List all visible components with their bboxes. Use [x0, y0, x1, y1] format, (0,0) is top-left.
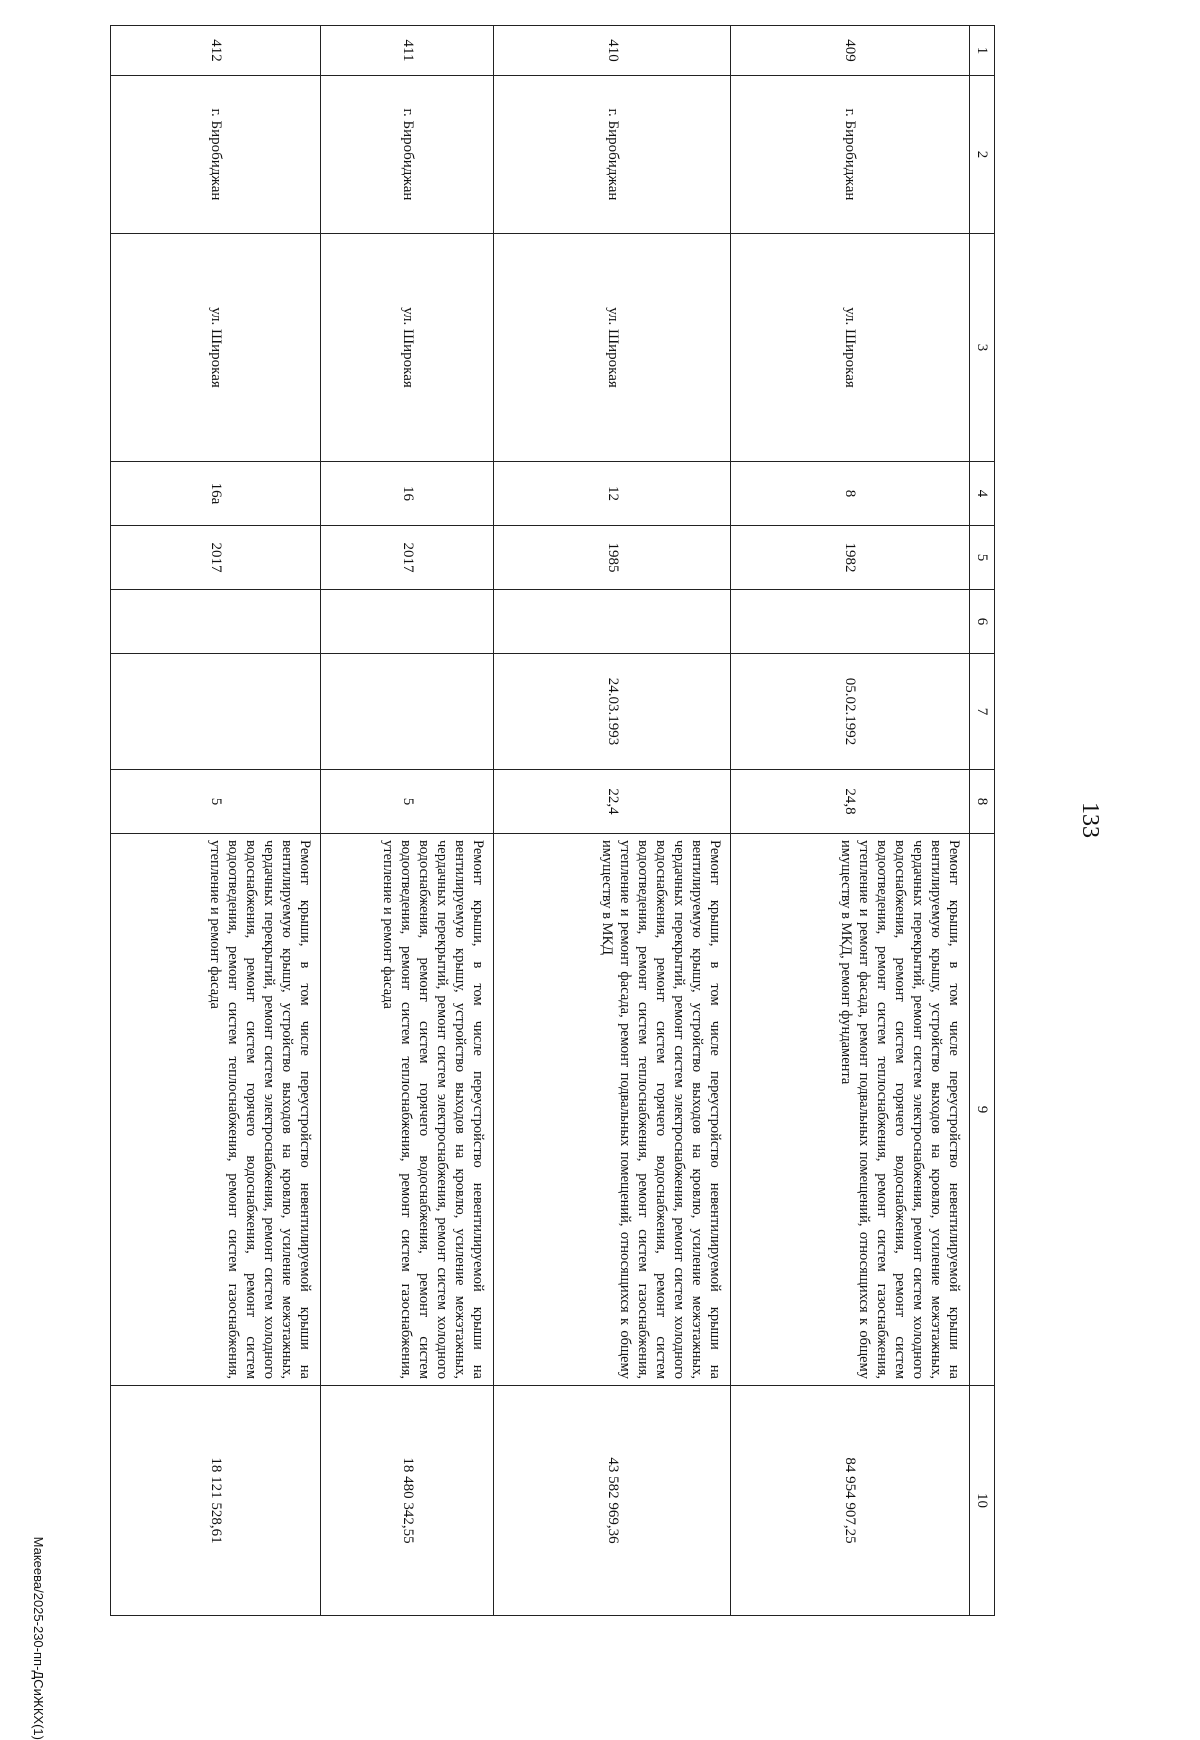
document-sheet: [110, 25, 995, 1615]
house-cell: 16: [320, 462, 494, 526]
column-header: 4: [969, 462, 994, 526]
city-cell: г. Биробиджан: [730, 76, 969, 234]
col6-cell: [494, 590, 730, 654]
cost-cell: 18 480 342,55: [320, 1386, 494, 1616]
column-header: 9: [969, 834, 994, 1386]
column-number-row: [969, 26, 994, 1616]
column-header: 5: [969, 526, 994, 590]
page-number: 133: [1077, 802, 1103, 838]
col6-cell: [320, 590, 494, 654]
street-cell: ул. Широкая: [320, 234, 494, 462]
column-header: 6: [969, 590, 994, 654]
cost-cell: 84 954 907,25: [730, 1386, 969, 1616]
column-header: 7: [969, 654, 994, 770]
col8-cell: 24,8: [730, 770, 969, 834]
house-cell: 12: [494, 462, 730, 526]
table-row: [494, 26, 730, 1616]
column-header: 10: [969, 1386, 994, 1616]
row-number: 412: [111, 26, 321, 76]
date-cell: 24.03.1993: [494, 654, 730, 770]
date-cell: [320, 654, 494, 770]
street-cell: ул. Широкая: [494, 234, 730, 462]
table-row: [320, 26, 494, 1616]
repair-program-table: [110, 25, 995, 1616]
works-cell: Ремонт крыши, в том числе переустройство невентилируемой крыши на вентилируемую крышу, устройство выходов на кровлю, усиление межэтажных, чердачных перекрытий, ремонт систем электроснабжения, ремонт систем холодного водоснабжения, ремонт систем горячего водоснабжения, ремонт систем водоотведения, ремонт систем теплоснабжения, ремонт систем газоснабжения, утепление и ремонт фасада: [111, 834, 321, 1386]
col8-cell: 22,4: [494, 770, 730, 834]
row-number: 409: [730, 26, 969, 76]
year-cell: 2017: [320, 526, 494, 590]
date-cell: [111, 654, 321, 770]
city-cell: г. Биробиджан: [494, 76, 730, 234]
street-cell: ул. Широкая: [730, 234, 969, 462]
year-cell: 2017: [111, 526, 321, 590]
house-cell: 16а: [111, 462, 321, 526]
col6-cell: [111, 590, 321, 654]
year-cell: 1985: [494, 526, 730, 590]
date-cell: 05.02.1992: [730, 654, 969, 770]
col6-cell: [730, 590, 969, 654]
year-cell: 1982: [730, 526, 969, 590]
house-cell: 8: [730, 462, 969, 526]
column-header: 2: [969, 76, 994, 234]
col8-cell: 5: [111, 770, 321, 834]
row-number: 411: [320, 26, 494, 76]
row-number: 410: [494, 26, 730, 76]
city-cell: г. Биробиджан: [320, 76, 494, 234]
table-row: [730, 26, 969, 1616]
city-cell: г. Биробиджан: [111, 76, 321, 234]
table-row: [111, 26, 321, 1616]
col8-cell: 5: [320, 770, 494, 834]
cost-cell: 18 121 528,61: [111, 1386, 321, 1616]
cost-cell: 43 582 969,36: [494, 1386, 730, 1616]
works-cell: Ремонт крыши, в том числе переустройство невентилируемой крыши на вентилируемую крышу, устройство выходов на кровлю, усиление межэтажных, чердачных перекрытий, ремонт систем электроснабжения, ремонт систем холодного водоснабжения, ремонт систем горячего водоснабжения, ремонт систем водоотведения, ремонт систем теплоснабжения, ремонт систем газоснабжения, утепление и ремонт фасада: [320, 834, 494, 1386]
works-cell: Ремонт крыши, в том числе переустройство невентилируемой крыши на вентилируемую крышу, устройство выходов на кровлю, усиление межэтажных, чердачных перекрытий, ремонт систем электроснабжения, ремонт систем холодного водоснабжения, ремонт систем горячего водоснабжения, ремонт систем водоотведения, ремонт систем теплоснабжения, ремонт систем газоснабжения, утепление и ремонт фасада, ремонт подвальных помещений, относящихся к общему имуществу в МКД: [494, 834, 730, 1386]
street-cell: ул. Широкая: [111, 234, 321, 462]
document-footer-code: Макеева/2025-230-пп-ДСиЖКХ(1): [31, 1536, 46, 1740]
column-header: 3: [969, 234, 994, 462]
column-header: 1: [969, 26, 994, 76]
column-header: 8: [969, 770, 994, 834]
works-cell: Ремонт крыши, в том числе переустройство невентилируемой крыши на вентилируемую крышу, устройство выходов на кровлю, усиление межэтажных, чердачных перекрытий, ремонт систем электроснабжения, ремонт систем холодного водоснабжения, ремонт систем горячего водоснабжения, ремонт систем водоотведения, ремонт систем теплоснабжения, ремонт систем газоснабжения, утепление и ремонт фасада, ремонт подвальных помещений, относящихся к общему имуществу в МКД, ремонт фундамента: [730, 834, 969, 1386]
